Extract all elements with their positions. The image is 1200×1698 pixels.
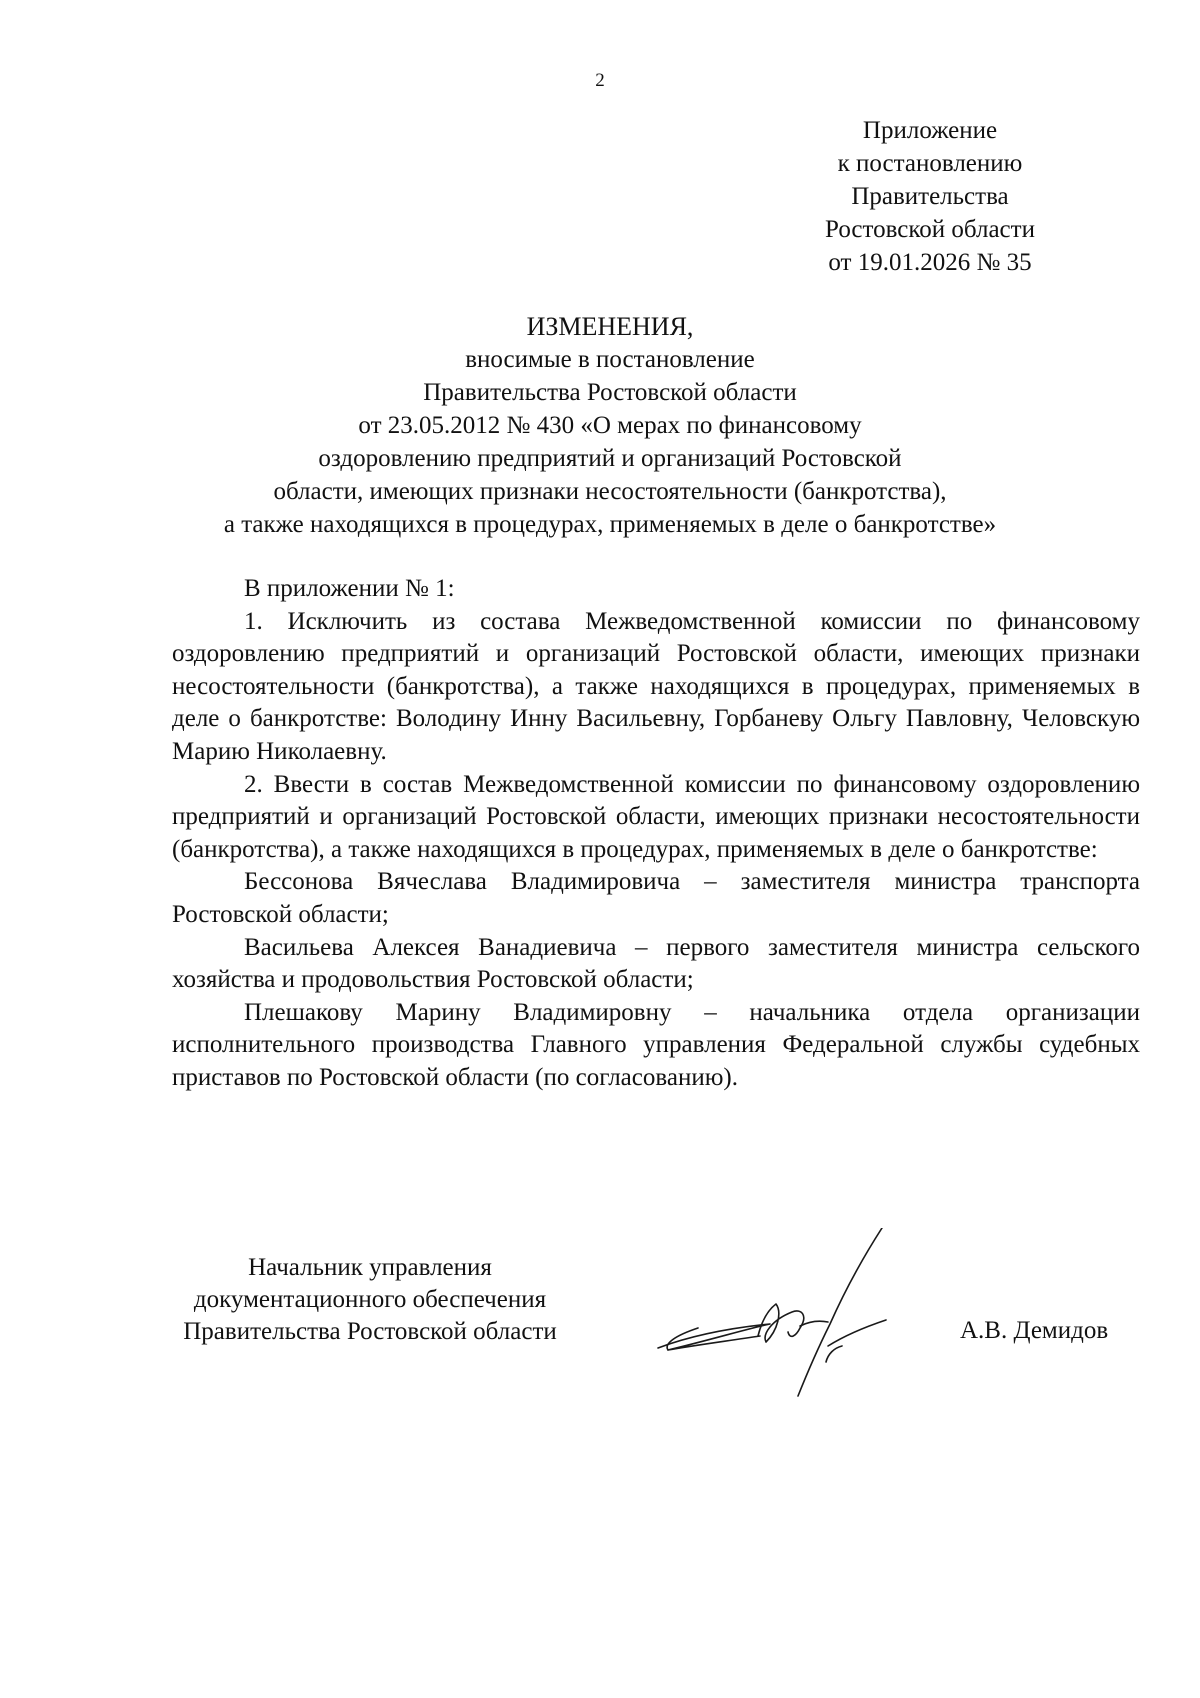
title-line: вносимые в постановление xyxy=(465,346,755,373)
body-paragraph: 1. Исключить из состава Межведомственной комиссии по финансовому оздоровлению предприятий и организаций Ростовской области, имеющих признаки несостоятельности (банкротства), а также находящихся в процедурах, применяемых в деле о банкротстве: Володину Инну Васильевну, Горбаневу Ольгу Павловну, Человскую Марию Николаевну. xyxy=(172,607,1140,765)
title-heading: ИЗМЕНЕНИЯ, xyxy=(526,312,694,341)
annex-line: к постановлению xyxy=(837,150,1023,177)
title-line: от 23.05.2012 № 430 «О мерах по финансовому xyxy=(358,412,862,439)
signer-position-line: Начальник управления xyxy=(248,1254,492,1281)
title-line: области, имеющих признаки несостоятельности (банкротства), xyxy=(273,478,947,505)
document-body xyxy=(172,573,1140,1095)
body-paragraph: Бессонова Вячеслава Владимировича – заместителя министра транспорта Ростовской области; xyxy=(172,868,1140,928)
document-title xyxy=(160,310,1060,541)
body-paragraph: Васильева Алексея Ванадиевича – первого заместителя министра сельского хозяйства и продовольствия Ростовской области; xyxy=(172,933,1140,994)
annex-line: от 19.01.2026 № 35 xyxy=(828,249,1032,276)
title-line: Правительства Ростовской области xyxy=(423,379,797,406)
body-paragraph: В приложении № 1: xyxy=(244,575,455,602)
annex-line: Приложение xyxy=(862,117,998,144)
signer-position xyxy=(150,1252,590,1348)
signer-position-line: Правительства Ростовской области xyxy=(183,1318,557,1345)
title-line: оздоровлению предприятий и организаций Ростовской xyxy=(318,445,902,472)
body-paragraph: 2. Ввести в состав Межведомственной комиссии по финансовому оздоровлению предприятий и организаций Ростовской области, имеющих признаки несостоятельности (банкротства), а также находящихся в процедурах, применяемых в деле о банкротстве: xyxy=(172,770,1140,863)
body-paragraph: Плешакову Марину Владимировну – начальника отдела организации исполнительного производства Главного управления Федеральной службы судебных приставов по Ростовской области (по согласованию). xyxy=(172,998,1140,1091)
annex-header xyxy=(780,114,1080,279)
page-number: 2 xyxy=(595,70,605,91)
title-line: а также находящихся в процедурах, применяемых в деле о банкротстве» xyxy=(223,511,997,538)
annex-line: Ростовской области xyxy=(825,216,1035,243)
annex-line: Правительства xyxy=(851,183,1009,210)
signer-position-line: документационного обеспечения xyxy=(193,1286,547,1313)
signer-name: А.В. Демидов xyxy=(960,1317,1109,1344)
handwritten-signature xyxy=(650,1228,920,1398)
